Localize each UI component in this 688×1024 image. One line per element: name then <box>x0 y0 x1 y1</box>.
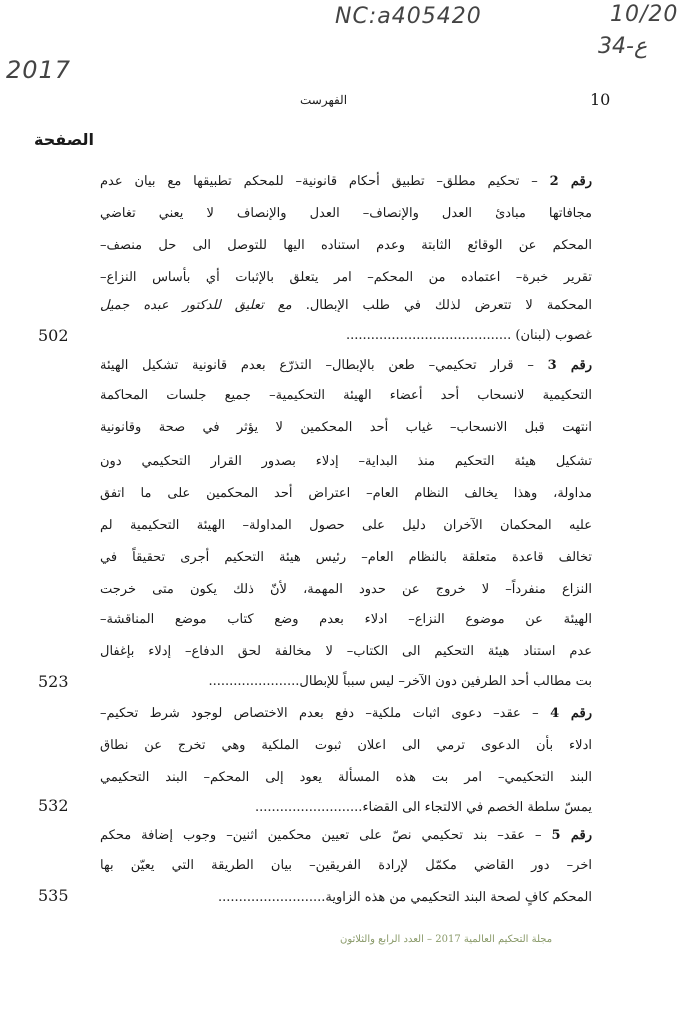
entry-line: التحكيمية لانسحاب أحد أعضاء الهيئة التحكيمية– جميع جلسات المحاكمة <box>100 388 592 403</box>
entry-label: رقم 3 <box>547 358 592 373</box>
entry-text: عقد– دعوى اثبات ملكية– دفع بعدم الاختصاص لوجود شرط تحكيم– <box>100 706 521 721</box>
entry-line: غصوب (لبنان) ........................................ <box>345 328 592 343</box>
entry-line: رقم 4 – عقد– دعوى اثبات ملكية– دفع بعدم الاختصاص لوجود شرط تحكيم– <box>100 706 593 721</box>
entry-line: البند التحكيمي– امر بت هذه المسألة يعود إلى المحكم– البند التحكيمي <box>100 770 592 785</box>
entry-text: تحكيم مطلق– تطبيق أحكام قانونية– للمحكم تطبيقها مع بيان عدم <box>100 174 520 189</box>
handwritten-fraction: 10/20 <box>610 2 679 27</box>
entry-comment: مع تعليق للدكتور عبده جميل <box>100 298 292 313</box>
entry-label: رقم 2 <box>549 174 593 189</box>
entry-line: يمسّ سلطة الخصم في الالتجاء الى القضاء.......................... <box>255 800 592 815</box>
entry-line: تقرير خبرة– اعتماده من المحكم– امر يتعلق بالإثبات أي بأساس النزاع– <box>100 270 592 285</box>
page-ref: 502 <box>38 326 69 345</box>
page-ref: 535 <box>38 886 69 905</box>
entry-line: الهيئة عن موضوع النزاع– ادلاء بعدم وضع كتاب موضع المناقشة– <box>100 612 592 627</box>
handwritten-year: 2017 <box>6 56 72 84</box>
entry-line: بت مطالب أحد الطرفين دون الآخر– ليس سبباً للإبطال...................... <box>208 674 592 689</box>
page-ref: 523 <box>38 672 69 691</box>
entry-line: تخالف قاعدة متعلقة بالنظام العام– رئيس هيئة التحكيم أجرى تحقيقاً في <box>100 550 592 565</box>
entry-line <box>100 292 592 320</box>
entry-line: مجافاتها مبادئ العدل والإنصاف– العدل والإنصاف لا يعني تغاضي <box>100 206 592 221</box>
entry-text: قرار تحكيمي– طعن بالإبطال– التذرّع بعدم قانونية تشكيل الهيئة <box>100 358 514 373</box>
page-column-label: الصفحة <box>34 130 95 149</box>
entry-line: رقم 3 – قرار تحكيمي– طعن بالإبطال– التذرّع بعدم قانونية تشكيل الهيئة <box>100 358 592 373</box>
entry-line: المحكم عن الوقائع الثابتة وعدم استناده اليها للتوصل الى حل منصف– <box>100 238 592 253</box>
entry-text: المحكمة لا تتعرض لذلك في طلب الإبطال. <box>305 298 592 313</box>
journal-footer: مجلة التحكيم العالمية 2017 – العدد الرابع والثلاثون <box>340 934 553 945</box>
page-number: 10 <box>590 90 611 109</box>
entry-line: المحكم كافٍ لصحة البند التحكيمي من هذه الزاوية.......................... <box>217 890 592 905</box>
entry-line: تشكيل هيئة التحكيم منذ البداية– إدلاء بصدور القرار التحكيمي دون <box>100 454 592 469</box>
index-title: الفهرست <box>300 93 348 107</box>
handwritten-code: 34-ع <box>598 34 648 59</box>
entry-line: عليه المحكمان الآخران دليل على حصول المداولة– الهيئة التحكيمية لم <box>100 518 592 533</box>
entry-line: انتهت قبل الانسحاب– غياب أحد المحكمين لا يؤثر في صحة وقانونية <box>100 420 592 435</box>
entry-label: رقم 5 <box>551 828 593 843</box>
entry-line: رقم 2 – تحكيم مطلق– تطبيق أحكام قانونية– للمحكم تطبيقها مع بيان عدم <box>100 174 593 189</box>
entry-text: عقد– بند تحكيمي نصّ على تعيين محكمين اثنين– وجوب إضافة محكم <box>100 828 525 843</box>
entry-line: مداولة، وهذا يخالف النظام العام– اعتراض أحد المحكمين على ما اتفق <box>100 486 592 501</box>
entry-line: عدم استناد هيئة التحكيم الى الكتاب– لا مخالفة لحق الدفاع– إدلاء بإغفال <box>100 644 592 659</box>
entry-label: رقم 4 <box>550 706 593 721</box>
entry-line: النزاع منفرداً– لا خروج عن حدود المهمة، لأنّ ذلك يكون متى خرجت <box>100 582 592 597</box>
handwritten-reference: NC:a405420 <box>335 4 482 29</box>
entry-line: رقم 5 – عقد– بند تحكيمي نصّ على تعيين محكمين اثنين– وجوب إضافة محكم <box>100 828 593 843</box>
entry-line: ادلاء بأن الدعوى ترمي الى اعلان ثبوت الملكية وهي تخرج عن نطاق <box>100 738 592 753</box>
page-ref: 532 <box>38 796 69 815</box>
entry-line: اخر– دور القاضي مكمّل لإرادة الفريقين– بيان الطريقة التي يعيّن بها <box>100 858 592 873</box>
